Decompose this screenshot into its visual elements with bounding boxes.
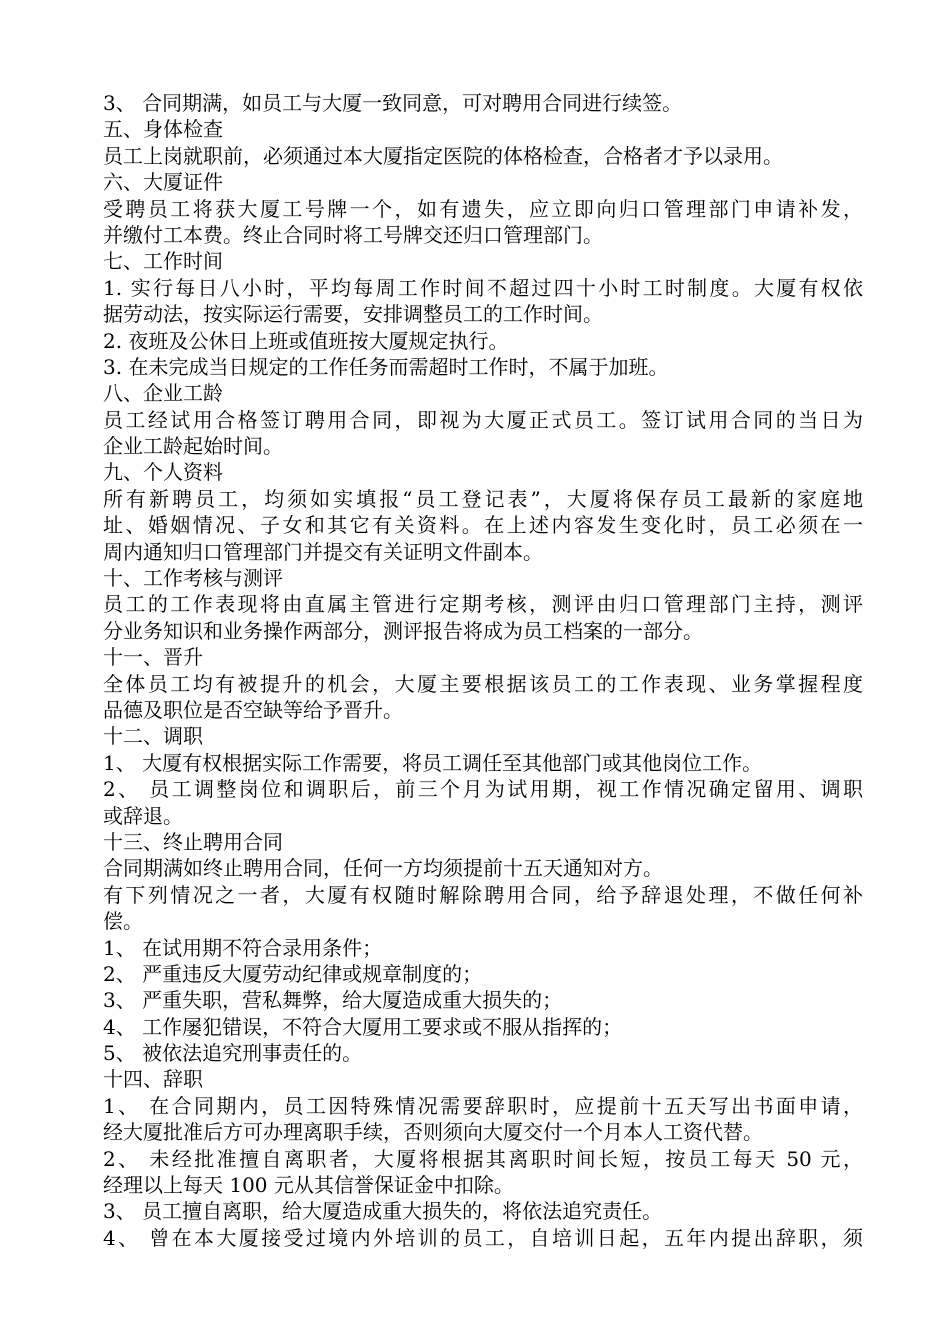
list-item: 3、 合同期满，如员工与大厦一致同意，可对聘用合同进行续签。 — [103, 91, 683, 115]
paragraph-line: 企业工龄起始时间。 — [103, 434, 283, 459]
section-heading: 十四、辞职 — [103, 1067, 203, 1092]
section-heading: 八、企业工龄 — [103, 381, 223, 406]
paragraph-line: 有下列情况之一者，大厦有权随时解除聘用合同，给予辞退处理，不做任何补 — [103, 882, 863, 907]
paragraph-line: 并缴付工本费。终止合同时将工号牌交还归口管理部门。 — [103, 222, 603, 247]
section-heading: 十二、调职 — [103, 724, 203, 749]
paragraph-line: 分业务知识和业务操作两部分，测评报告将成为员工档案的一部分。 — [103, 618, 703, 643]
paragraph-line: 员工上岗就职前，必须通过本大厦指定医院的体格检查，合格者才予以录用。 — [103, 143, 783, 168]
document-page — [103, 90, 863, 1251]
section-heading: 十、工作考核与测评 — [103, 566, 283, 591]
paragraph-line: 经大厦批准后方可办理离职手续，否则须向大厦交付一个月本人工资代替。 — [103, 1120, 763, 1145]
section-heading: 十三、终止聘用合同 — [103, 829, 283, 854]
paragraph-line: 品德及职位是否空缺等给予晋升。 — [103, 697, 403, 722]
section-heading: 九、个人资料 — [103, 460, 223, 485]
paragraph-line: 经理以上每天 100 元从其信誉保证金中扣除。 — [103, 1173, 514, 1198]
list-item: 2、 员工调整岗位和调职后，前三个月为试用期，视工作情况确定留用、调职 — [103, 777, 863, 802]
paragraph-line: 3. 在未完成当日规定的工作任务而需超时工作时，不属于加班。 — [103, 354, 669, 379]
list-item: 4、 曾在本大厦接受过境内外培训的员工，自培训日起，五年内提出辞职，须 — [103, 1225, 863, 1250]
section-heading: 七、工作时间 — [103, 249, 223, 274]
section-heading: 十一、晋升 — [103, 645, 203, 670]
paragraph-line: 1. 实行每日八小时，平均每周工作时间不超过四十小时工时制度。大厦有权依 — [103, 275, 863, 300]
paragraph-line: 2. 夜班及公休日上班或值班按大厦规定执行。 — [103, 328, 509, 353]
paragraph-line: 合同期满如终止聘用合同，任何一方均须提前十五天通知对方。 — [103, 856, 663, 881]
list-item: 1、 在合同期内，员工因特殊情况需要辞职时，应提前十五天写出书面申请， — [103, 1093, 863, 1118]
paragraph-line: 员工经试用合格签订聘用合同，即视为大厦正式员工。签订试用合同的当日为 — [103, 407, 863, 432]
section-heading: 六、大厦证件 — [103, 170, 223, 195]
paragraph-line: 据劳动法，按实际运行需要，安排调整员工的工作时间。 — [103, 302, 603, 327]
paragraph-line: 所有新聘员工，均须如实填报“员工登记表”，大厦将保存员工最新的家庭地 — [103, 486, 863, 511]
list-item: 3、 员工擅自离职，给大厦造成重大损失的，将依法追究责任。 — [103, 1199, 663, 1224]
paragraph-line: 偿。 — [103, 909, 143, 934]
paragraph-line: 址、婚姻情况、子女和其它有关资料。在上述内容发生变化时，员工必须在一 — [103, 513, 863, 538]
list-item: 2、 严重违反大厦劳动纪律或规章制度的； — [103, 961, 483, 986]
list-item: 1、 在试用期不符合录用条件； — [103, 935, 383, 960]
paragraph-line: 或辞退。 — [103, 803, 183, 828]
list-item: 5、 被依法追究刑事责任的。 — [103, 1041, 363, 1066]
list-item: 4、 工作屡犯错误，不符合大厦用工要求或不服从指挥的； — [103, 1014, 623, 1039]
list-item: 3、 严重失职，营私舞弊，给大厦造成重大损失的； — [103, 988, 563, 1013]
list-item: 2、 未经批准擅自离职者，大厦将根据其离职时间长短，按员工每天 50 元， — [103, 1146, 863, 1171]
section-heading: 五、身体检查 — [103, 117, 223, 142]
paragraph-line: 周内通知归口管理部门并提交有关证明文件副本。 — [103, 539, 543, 564]
list-item: 1、 大厦有权根据实际工作需要，将员工调任至其他部门或其他岗位工作。 — [103, 750, 763, 775]
paragraph-line: 员工的工作表现将由直属主管进行定期考核，测评由归口管理部门主持，测评 — [103, 592, 863, 617]
paragraph-line: 受聘员工将获大厦工号牌一个，如有遗失，应立即向归口管理部门申请补发， — [103, 196, 863, 221]
paragraph-line: 全体员工均有被提升的机会，大厦主要根据该员工的工作表现、业务掌握程度 — [103, 671, 863, 696]
